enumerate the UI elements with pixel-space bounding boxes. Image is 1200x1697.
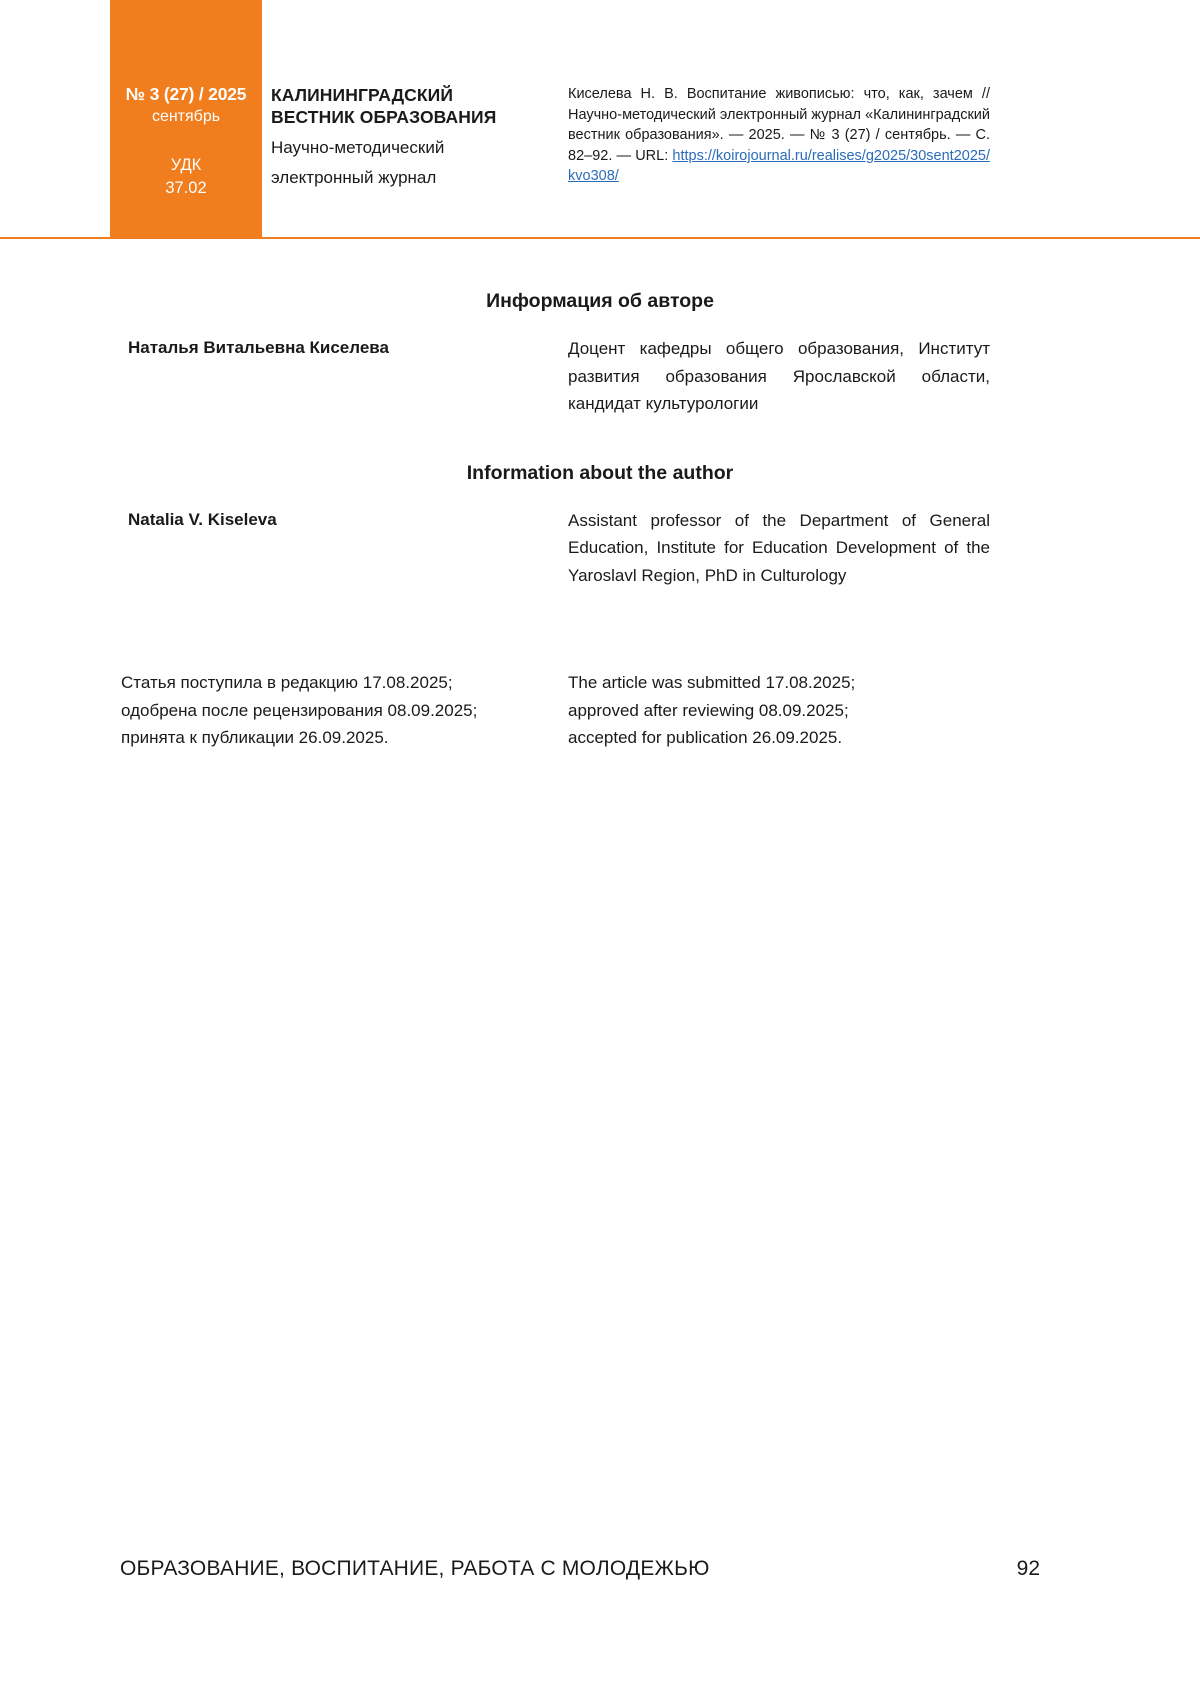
footer-page-number: 92: [1016, 1557, 1040, 1580]
author-name-en: Natalia V. Kiseleva: [128, 509, 277, 529]
accepted-date-en: accepted for publication 26.09.2025.: [568, 728, 843, 748]
author-row-en: [0, 507, 1200, 590]
citation-text: Киселева Н. В. Воспитание живописью: что, как, зачем // Научно-методический электронный журнал «Калининградский вестник образования». — 2025. — № 3 (27) / сентябрь. — С. 82–92. — URL:: [568, 86, 990, 164]
submitted-date-en: The article was submitted 17.08.2025;: [568, 673, 856, 693]
author-row-ru: [0, 335, 1200, 418]
journal-subtitle-line1: Научно-методический: [271, 137, 445, 157]
udk-value: 37.02: [165, 178, 207, 197]
publication-dates-ru: [121, 669, 551, 752]
footer-rubric: ОБРАЗОВАНИЕ, ВОСПИТАНИЕ, РАБОТА С МОЛОДЕЖЬЮ: [120, 1557, 710, 1580]
journal-masthead: [271, 84, 541, 189]
issue-number: № 3 (27) / 2025: [125, 84, 247, 104]
page-header: [0, 0, 1200, 238]
submitted-date-ru: Статья поступила в редакцию 17.08.2025;: [121, 673, 453, 693]
reviewed-date-ru: одобрена после рецензирования 08.09.2025;: [121, 700, 478, 720]
accepted-date-ru: принята к публикации 26.09.2025.: [121, 728, 389, 748]
page-content: [0, 238, 1200, 779]
publication-dates-en: [568, 669, 998, 752]
udk-label: УДК: [170, 156, 202, 175]
author-name-ru: Наталья Витальевна Киселева: [128, 338, 389, 357]
citation-block: [568, 84, 990, 187]
journal-title-line1: КАЛИНИНГРАДСКИЙ: [271, 85, 454, 105]
author-info-heading-ru: Информация об авторе: [486, 290, 714, 312]
author-affiliation-ru: Доцент кафедры общего образования, Институт развития образования Ярославской области, кандидат культурологии: [568, 339, 990, 414]
reviewed-date-en: approved after reviewing 08.09.2025;: [568, 700, 849, 720]
page-footer: [0, 1557, 1200, 1587]
citation-link[interactable]: https://koirojournal.ru/realises/g2025/30sent2025/kvo308/: [568, 147, 990, 185]
journal-title-line2: ВЕСТНИК ОБРАЗОВАНИЯ: [271, 107, 497, 128]
author-affiliation-en: Assistant professor of the Department of General Education, Institute for Education Development of the Yaroslavl Region, PhD in Culturology: [568, 510, 990, 585]
author-info-heading-en: Information about the author: [466, 461, 734, 484]
publication-dates: [0, 669, 1200, 779]
issue-month: сентябрь: [151, 107, 221, 125]
journal-subtitle-line2: электронный журнал: [271, 167, 437, 187]
issue-info-block: [110, 0, 262, 238]
